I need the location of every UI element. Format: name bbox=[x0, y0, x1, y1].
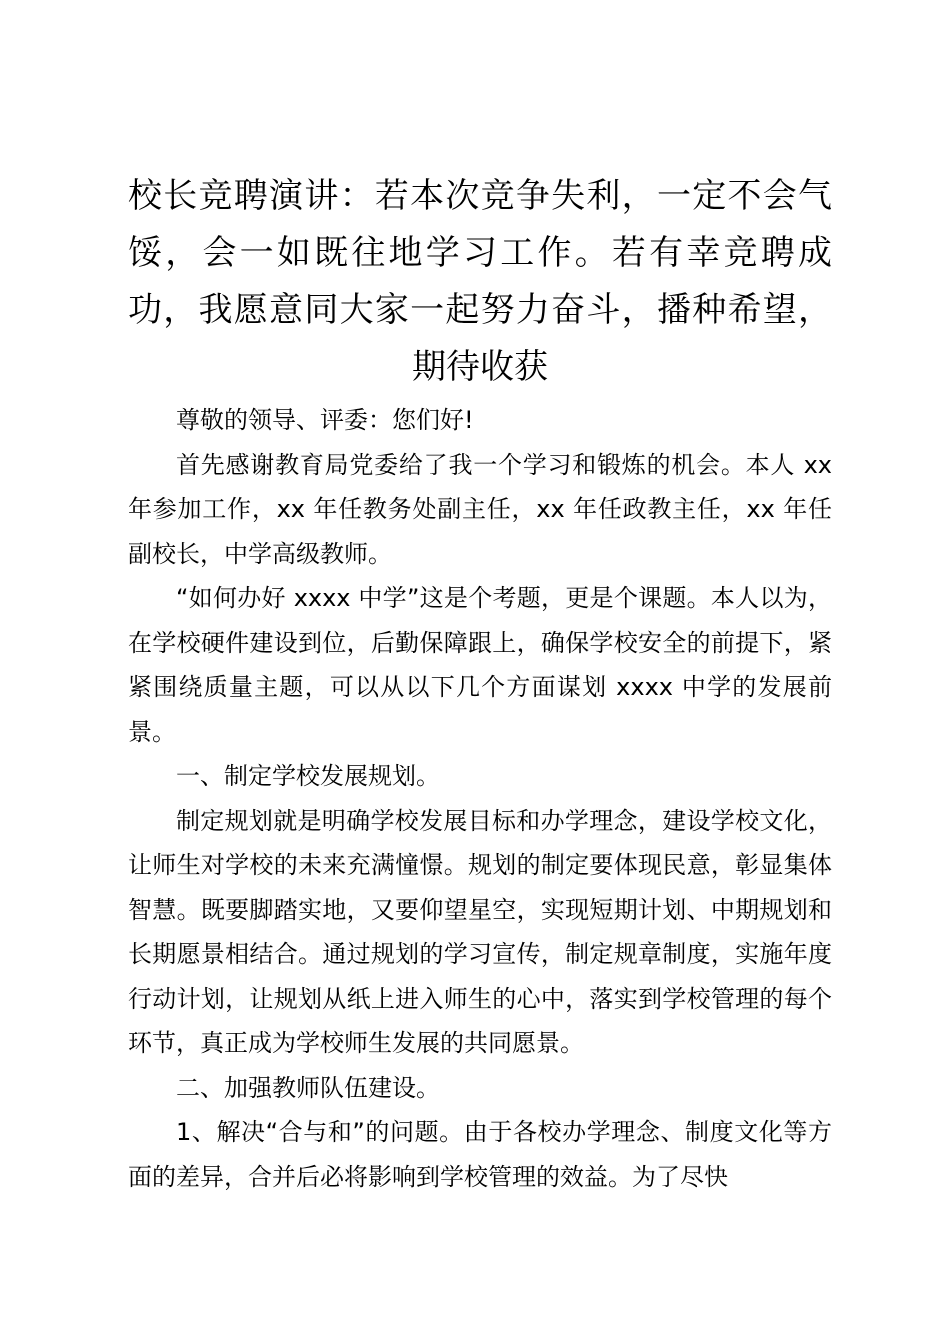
paragraph-planning: 制定规划就是明确学校发展目标和办学理念，建设学校文化，让师生对学校的未来充满憧憬。规划的制定要体现民意，彰显集体智慧。既要脚踏实地，又要仰望星空，实现短期计划、中期规划和长期愿景相结合。通过规划的学习宣传，制定规章制度，实施年度行动计划，让规划从纸上进入师生的心中，落实到学校管理的每个环节，真正成为学校师生发展的共同愿景。 bbox=[128, 806, 832, 1057]
paragraph-topic: “如何办好 xxxx 中学”这是个考题，更是个课题。本人以为，在学校硬件建设到位，后勤保障跟上，确保学校安全的前提下，紧紧围绕质量主题，可以从以下几个方面谋划 xxxx 中学的发展前景。 bbox=[128, 584, 832, 746]
paragraph-introduction: 首先感谢教育局党委给了我一个学习和锻炼的机会。本人 xx 年参加工作，xx 年任教务处副主任，xx 年任政教主任，xx 年任副校长，中学高级教师。 bbox=[128, 450, 832, 568]
document-title: 校长竞聘演讲：若本次竞争失利，一定不会气馁，会一如既往地学习工作。若有幸竞聘成功，我愿意同大家一起努力奋斗，播种希望，期待收获 bbox=[128, 176, 832, 387]
paragraph-merger-issue: 1、解决“合与和”的问题。由于各校办学理念、制度文化等方面的差异，合并后必将影响到学校管理的效益。为了尽快 bbox=[128, 1118, 832, 1191]
section-heading-1: 一、制定学校发展规划。 bbox=[176, 762, 440, 790]
document-body bbox=[128, 168, 832, 1199]
paragraph-greeting: 尊敬的领导、评委：您们好! bbox=[176, 406, 474, 434]
section-heading-2: 二、加强教师队伍建设。 bbox=[176, 1073, 440, 1102]
